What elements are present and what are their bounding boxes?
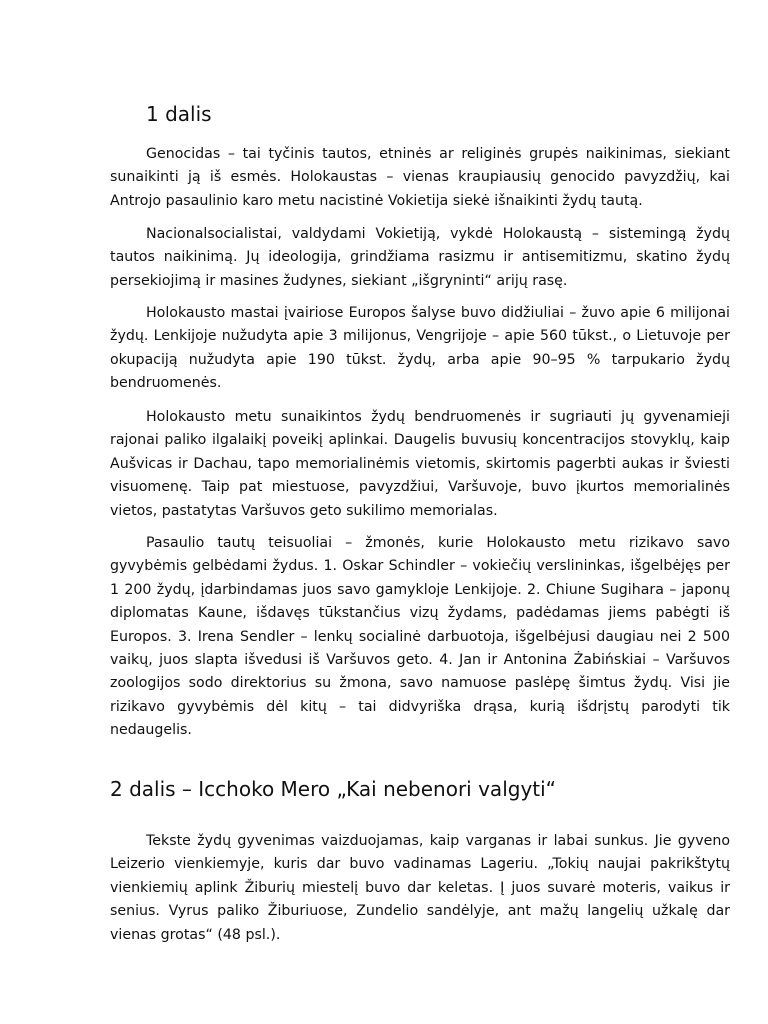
part1-paragraph-1: Genocidas – tai tyčinis tautos, etninės ar religinės grupės naikinimas, siekiant sunaikinti ją iš esmės. Holokaustas – vienas kraupiausių genocido pavyzdžių, kai Antrojo pasaulinio karo metu nacistinė Vokietija siekė išnaikinti žydų tautą. — [110, 146, 730, 209]
part1-paragraph-2: Nacionalsocialistai, valdydami Vokietiją, vykdė Holokaustą – sistemingą žydų tautos naikinimą. Jų ideologija, grindžiama rasizmu ir antisemitizmu, skatino žydų persekiojimą ir masines žudynes, siekiant „išgryninti“ arijų rasę. — [110, 226, 730, 289]
part1-paragraph-4: Holokausto metu sunaikintos žydų bendruomenės ir sugriauti jų gyvenamieji rajonai paliko ilgalaikį poveikį aplinkai. Daugelis buvusių koncentracijos stovyklų, kaip Aušvicas ir Dachau, tapo memorialinėmis vietomis, skirtomis pagerbti aukas ir šviesti visuomenę. Taip pat miestuose, pavyzdžiui, Varšuvoje, buvo įkurtos memorialinės vietos, pastatytas Varšuvos geto sukilimo memorialas. — [110, 409, 730, 519]
part1-paragraph-3: Holokausto mastai įvairiose Europos šalyse buvo didžiuliai – žuvo apie 6 milijonai žydų. Lenkijoje nužudyta apie 3 milijonus, Vengrijoje – apie 560 tūkst., o Lietuvoje per okupaciją nužudyta apie 190 tūkst. žydų, arba apie 90–95 % tarpukario žydų bendruomenės. — [110, 305, 730, 392]
part2-heading: 2 dalis – Icchoko Mero „Kai nebenori valgyti“ — [110, 777, 557, 801]
part1-paragraph-5: Pasaulio tautų teisuoliai – žmonės, kurie Holokausto metu rizikavo savo gyvybėmis gelbėdami žydus. 1. Oskar Schindler – vokiečių verslininkas, išgelbėjęs per 1 200 žydų, įdarbindamas juos savo gamykloje Lenkijoje. 2. Chiune Sugihara – japonų diplomatas Kaune, išdavęs tūkstančius vizų žydams, padėdamas jiems pabėgti iš Europos. 3. Irena Sendler – lenkų socialinė darbuotoja, išgelbėjusi daugiau nei 2 500 vaikų, juos slapta išvedusi iš Varšuvos geto. 4. Jan ir Antonina Żabińskiai – Varšuvos zoologijos sodo direktorius su žmona, savo namuose paslėpę šimtus žydų. Visi jie rizikavo gyvybėmis dėl kitų – tai didvyriška drąsa, kurią išdrįstų parodyti tik nedaugelis. — [110, 535, 730, 739]
part1-heading: 1 dalis — [146, 102, 212, 126]
part2-paragraph-1: Tekste žydų gyvenimas vaizduojamas, kaip varganas ir labai sunkus. Jie gyveno Leizerio vienkiemyje, kuris dar buvo vadinamas Lageriu. „Tokių naujai pakrikštytų vienkiemių aplink Žiburių miestelį buvo dar keletas. Į juos suvarė moteris, vaikus ir senius. Vyrus paliko Žiburiuose, Zundelio sandėlyje, ant mažų langelių užkalę dar vienas grotas“ (48 psl.). — [110, 833, 730, 943]
